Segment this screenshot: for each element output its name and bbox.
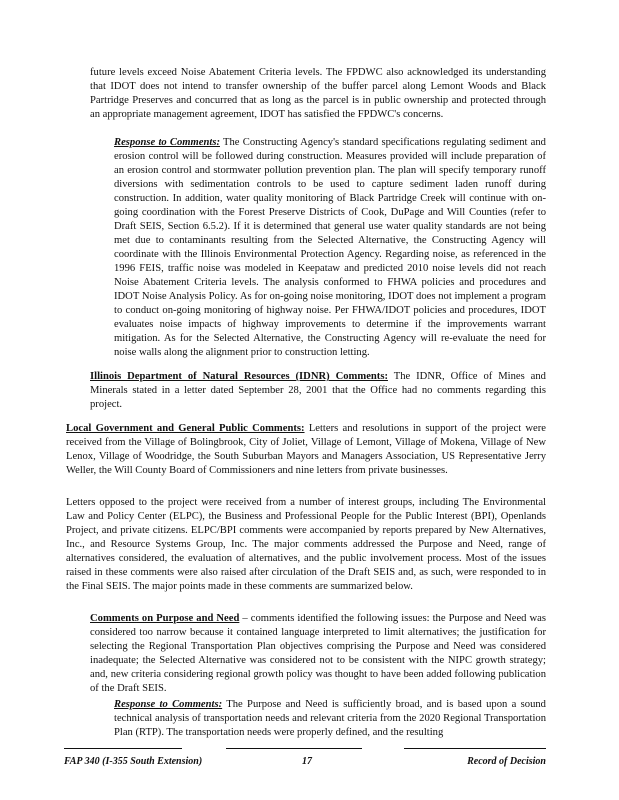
paragraph-response-sediment-noise bbox=[114, 136, 546, 360]
footer-rule-left bbox=[64, 748, 182, 749]
paragraph-letters-opposed: Letters opposed to the project were received from a number of interest groups, including The Environmental Law and Policy Center (ELPC), the Business and Professional People for the Public Interest (BPI), Openlands Project, and private citizens. ELPC/BPI comments were accompanied by reports prepared by New Alternatives, Inc., and Resource Systems Group, Inc. The major comments addressed the Purpose and Need, range of alternatives considered, the evaluation of alternatives, and the public involvement process. Most of the issues raised in these comments were also raised after circulation of the Draft SEIS and, as such, were responded to in the Final SEIS. The major points made in these comments are summarized below. bbox=[66, 497, 546, 592]
footer-page-number: 17 bbox=[302, 756, 312, 767]
response-body-2: The Purpose and Need is sufficiently broad, and is based upon a sound technical analysis of transportation needs and relevant criteria from the 2020 Regional Transportation Plan (RTP). The transportation needs were properly defined, and the resulting bbox=[114, 699, 546, 738]
idnr-body: The IDNR, Office of Mines and Minerals stated in a letter dated September 28, 2001 that the Office had no comments regarding this project. bbox=[90, 371, 546, 410]
footer-rule-right bbox=[404, 748, 546, 749]
purpose-need-heading: Comments on Purpose and Need bbox=[90, 613, 240, 624]
response-heading: Response to Comments: bbox=[114, 137, 220, 148]
paragraph-purpose-need bbox=[90, 612, 546, 696]
local-gov-body: Letters and resolutions in support of the project were received from the Village of Bolingbrook, City of Joliet, Village of Lemont, Village of Mokena, Village of New Lenox, Village of Woodridge, the South Suburban Mayors and Managers Association, US Representative Jerry Weller, the Will County Board of Commissioners and nine letters from private businesses. bbox=[66, 423, 546, 476]
paragraph-idnr bbox=[90, 370, 546, 412]
paragraph-fpdwc: future levels exceed Noise Abatement Criteria levels. The FPDWC also acknowledged its understanding that IDOT does not intend to transfer ownership of the buffer parcel along Lemont Woods and Black Partridge Preserves and concurred that as long as the parcel is in public ownership and protected through an appropriate management agreement, IDOT has satisfied the FPDWC's concerns. bbox=[90, 67, 546, 120]
response-heading-2: Response to Comments: bbox=[114, 699, 223, 710]
footer-document-title: Record of Decision bbox=[467, 756, 546, 767]
purpose-need-body: – comments identified the following issues: the Purpose and Need was considered too narrow because it contained language interpreted to limit alternatives; the justification for selecting the Regional Transportation Plan objectives comprising the Purpose and Need was considered inadequate; the Selected Alternative was considered not to be consistent with the NIPC growth strategy; and, new criteria considering regional growth policy was thought to have been added following publication of the Draft SEIS. bbox=[90, 613, 546, 694]
response-body: The Constructing Agency's standard specifications regulating sediment and erosion control will be followed during construction. Measures provided will include preparation of an erosion control and stormwater pollution prevention plan. The plan will specify temporary runoff diversions with sedimentation controls to be used to capture sediment laden runoff during construction. In addition, water quality monitoring of Black Partridge Creek will continue with on-going coordination with the Forest Preserve Districts of Cook, DuPage and Will Counties (refer to Draft SEIS, Section 6.5.2). If it is determined that general use water quality standards are not being met due to contaminants resulting from the Selected Alternative, the Constructing Agency will coordinate with the Illinois Environmental Protection Agency. Regarding noise, as referenced in the 1996 FEIS, traffic noise was modeled in Keepataw and predicted 2010 noise levels did not reach Noise Abatement Criteria levels. The analysis conformed to FHWA policies and procedures and IDOT Noise Analysis Policy. As for on-going noise monitoring, IDOT does not implement a program to conduct on-going monitoring of highway noise. Per FHWA/IDOT policies and procedures, IDOT evaluates noise impacts of highway improvements to determine if the improvements warrant mitigation. As for the Selected Alternative, the Constructing Agency will re-evaluate the need for noise walls along the alignment prior to construction letting. bbox=[114, 137, 546, 358]
idnr-heading: Illinois Department of Natural Resources (IDNR) Comments: bbox=[90, 371, 388, 382]
paragraph-local-government bbox=[66, 422, 546, 478]
footer-project: FAP 340 (I-355 South Extension) bbox=[64, 756, 203, 767]
paragraph-response-purpose bbox=[114, 698, 546, 740]
local-gov-heading: Local Government and General Public Comments: bbox=[66, 423, 305, 434]
footer-rule-center bbox=[226, 748, 362, 749]
